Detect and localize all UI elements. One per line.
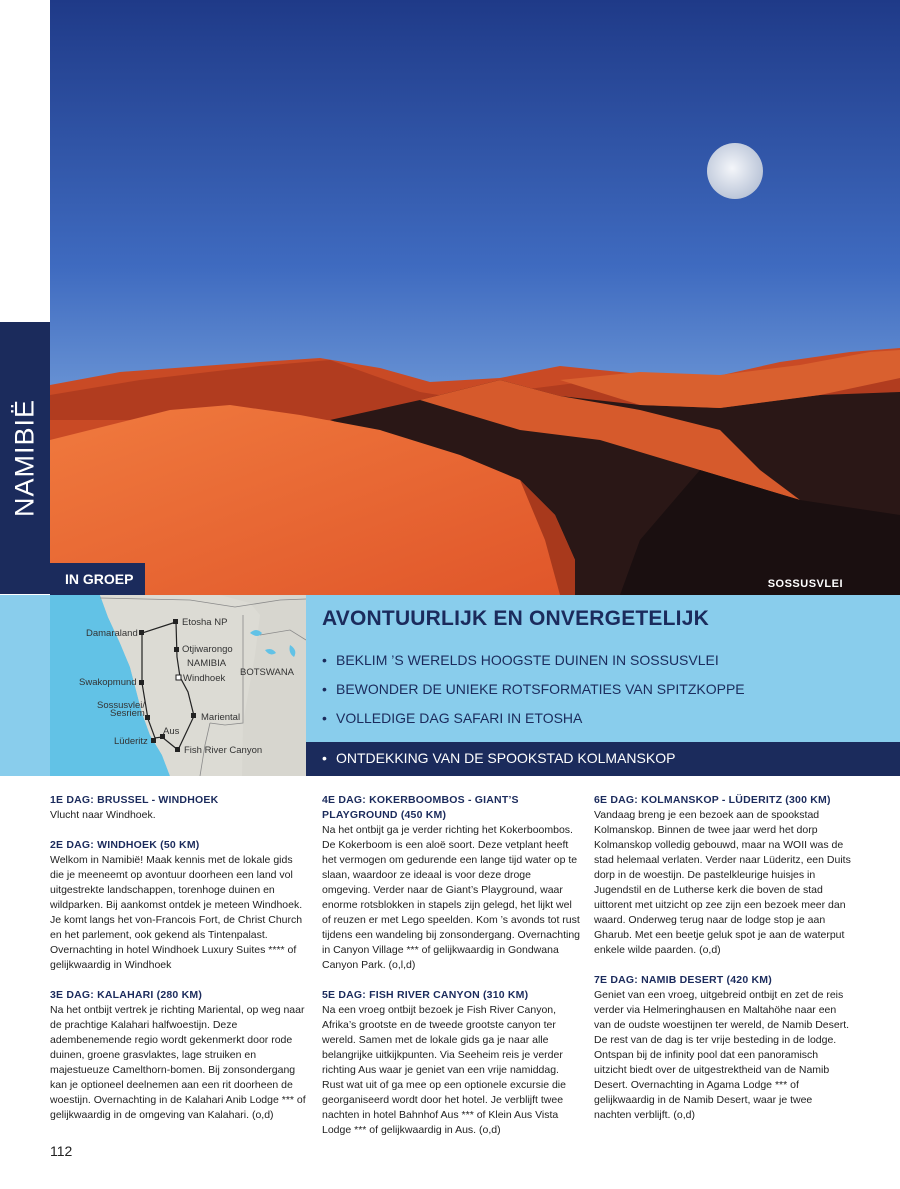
- photo-caption: SOSSUSVLEI: [767, 578, 843, 590]
- group-badge: IN GROEP: [50, 563, 145, 595]
- country-label: NAMIBIË: [9, 398, 40, 518]
- country-side-tab: [0, 322, 50, 594]
- map-label-botswana: BOTSWANA: [240, 667, 295, 678]
- highlights-list: [322, 650, 745, 737]
- day-block: [322, 793, 580, 973]
- day-title: 4E DAG: KOKERBOOMBOS - GIANT’S PLAYGROUND (450 KM): [322, 794, 519, 821]
- itinerary-column-1: [50, 793, 308, 1138]
- map-label-mariental: Mariental: [201, 712, 241, 723]
- highlights-title: AVONTUURLIJK EN ONVERGETELIJK: [322, 607, 709, 630]
- map-label-sesriem: Sesriem: [110, 708, 145, 719]
- day-block: [50, 988, 308, 1123]
- map-label-etosha: Etosha NP: [182, 617, 228, 628]
- page-number: 112: [50, 1143, 73, 1159]
- highlight-item: • VOLLEDIGE DAG SAFARI IN ETOSHA: [322, 710, 583, 726]
- day-text: Vlucht naar Windhoek.: [50, 809, 156, 821]
- day-text: Welkom in Namibië! Maak kennis met de lokale gids die je meeneemt op avontuur doorheen een land vol uitgestrekte landschappen, torenhoge duinen en wildparken. Bij aankomst ontdek je meteen Windhoek. Je komt langs het von-Francois Fort, de Christ Church en het parlement, ook gekend als Tintenpalast. Overnachting in hotel Windhoek Luxury Suites **** of gelijkwaardig in Windhoek: [50, 854, 303, 971]
- map-label-otjiwarongo: Otjiwarongo: [182, 644, 233, 655]
- map-label-luderitz: Lüderitz: [114, 736, 148, 747]
- map-label-swakopmund: Swakopmund: [79, 677, 137, 688]
- itinerary-column-3: [594, 793, 852, 1138]
- day-block: [594, 793, 852, 958]
- highlight-item: • BEKLIM ’S WERELDS HOOGSTE DUINEN IN SOSSUSVLEI: [322, 652, 719, 668]
- day-text: Geniet van een vroeg, uitgebreid ontbijt en zet de reis verder via Helmeringhausen en Maltahöhe naar een van de oudste woestijnen ter wereld, de Namib Desert. De rest van de dag is ter vrije besteding in de lodge. Ontspan bij de infinity pool dat een panoramisch uitzicht biedt over de uitgestrektheid van de Namib Desert. Overnachting in Agama Lodge *** of gelijkwaardig in de Namib Desert, waar je twee nachten verblijft. (o,d): [594, 989, 850, 1121]
- map-label-sossusvlei: Sossusvlei/: [97, 700, 146, 711]
- day-text: Na het ontbijt ga je verder richting het Kokerboombos. De Kokerboom is een aloë soort. Deze vetplant heeft het vermogen om gedurende een lange tijd water op te slaan, waardoor ze ideaal is voor deze droge omgeving. Verder naar de Giant’s Playground, waar enorme rotsblokken in stapels zijn gelegd, het lijkt wel of reuzen er met Lego speelden. Kom ’s avonds tot rust tijdens een wandeling bij zonsondergang. Overnachting in Canyon Village *** of gelijkwaardig in Gondwana Canyon Park. (o,l,d): [322, 824, 581, 971]
- map-label-aus: Aus: [163, 726, 180, 737]
- day-title: 5E DAG: FISH RIVER CANYON (310 KM): [322, 989, 529, 1001]
- highlight-box: • ONTDEKKING VAN DE SPOOKSTAD KOLMANSKOP: [306, 742, 900, 776]
- route-map: [50, 595, 306, 776]
- map-label-windhoek: Windhoek: [183, 673, 226, 684]
- day-block: [50, 838, 308, 973]
- itinerary-column-2: [322, 793, 580, 1153]
- map-label-damaraland: Damaraland: [86, 628, 138, 639]
- day-title: 3E DAG: KALAHARI (280 KM): [50, 989, 203, 1001]
- day-block: [322, 988, 580, 1138]
- map-label-namibia: NAMIBIA: [187, 658, 227, 669]
- day-block: [594, 973, 852, 1123]
- day-title: 2E DAG: WINDHOEK (50 KM): [50, 839, 200, 851]
- day-block: [50, 793, 308, 823]
- day-title: 6E DAG: KOLMANSKOP - LÜDERITZ (300 KM): [594, 794, 831, 806]
- day-title: 7E DAG: NAMIB DESERT (420 KM): [594, 974, 772, 986]
- moon: [707, 143, 763, 199]
- map-label-fish-river-canyon: Fish River Canyon: [184, 745, 263, 756]
- day-title: 1E DAG: BRUSSEL - WINDHOEK: [50, 794, 219, 806]
- day-text: Na het ontbijt vertrek je richting Mariental, op weg naar de prachtige Kalahari halfwoestijn. Deze adembenemende regio wordt gekenmerkt door rode duinen, groene grasvlaktes, lage struiken en majestueuze Camelthorn-bomen. Bij zonsondergang kan je optioneel deelnemen aan een rit doorheen de woestijn. Overnachting in de Kalahari Anib Lodge *** of gelijkwaardig in de omgeving van Kalahari. (o,d): [50, 1004, 306, 1121]
- highlight-item: • BEWONDER DE UNIEKE ROTSFORMATIES VAN SPITZKOPPE: [322, 681, 745, 697]
- day-text: Na een vroeg ontbijt bezoek je Fish River Canyon, Afrika’s grootste en de tweede grootste canyon ter wereld. Samen met de lokale gids ga je naar alle belangrijke uitkijkpunten. Via Seeheim reis je verder richting Aus waar je geniet van een vrije namiddag. Rust wat uit of ga mee op een optionele excursie die georganiseerd wordt door het hotel. Je verblijft twee nachten in hotel Bahnhof Aus *** of Klein Aus Vista Lodge *** of gelijkwaardig in Aus. (o,d): [322, 1004, 566, 1136]
- day-text: Vandaag breng je een bezoek aan de spookstad Kolmanskop. Binnen de twee jaar werd het dorp Kolmanskop volledig gebouwd, maar na WOII was de stad helemaal verlaten. Verder naar Lüderitz, een Duits dorp in de woestijn. De pastelkleurige huisjes in Jugendstil en de Lutherse kerk die boven de stad uittorent met uitzicht op zee zijn een bezoek meer dan waard. Onderweg terug naar de lodge stop je aan Gharub. Met een beetje geluk spot je aan de waterput enkele wilde paarden. (o,d): [594, 809, 851, 956]
